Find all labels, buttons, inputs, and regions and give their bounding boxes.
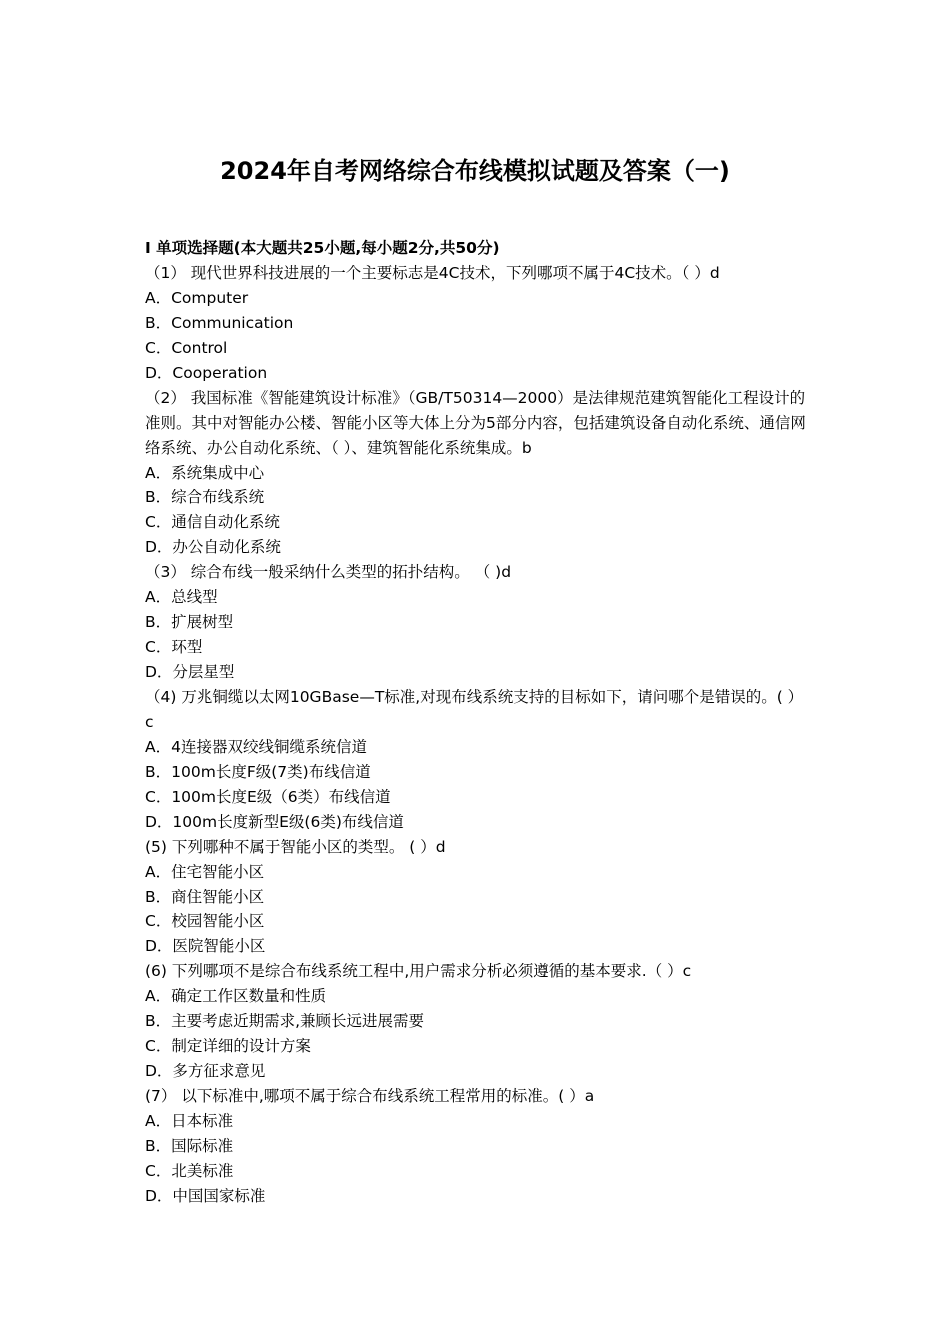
option-b: B．Communication xyxy=(145,313,294,332)
option-b: B．商住智能小区 xyxy=(145,887,265,906)
question-stem: （4) 万兆铜缆以太网10GBase—T标准,对现布线系统支持的目标如下，请问哪个是错误的。( ）c xyxy=(145,687,804,731)
option-a: A．总线型 xyxy=(145,588,218,607)
option-d: D．多方征求意见 xyxy=(145,1062,266,1081)
question-stem: （1） 现代世界科技进展的一个主要标志是4C技术，下列哪项不属于4C技术。（ ）d xyxy=(145,264,720,282)
question-stem: （2） 我国标准《智能建筑设计标准》（GB/T50314—2000）是法律规范建筑智能化工程设计的准则。其中对智能办公楼、智能小区等大体上分为5部分内容，包括建筑设备自动化系统、通信网络系统、办公自动化系统、（ ）、建筑智能化系统集成。b xyxy=(145,388,806,457)
question-4 xyxy=(145,685,810,835)
option-c: C．100m长度E级（6类）布线信道 xyxy=(145,787,391,806)
option-b: B．扩展树型 xyxy=(145,613,234,632)
question-5 xyxy=(145,835,810,960)
question-6 xyxy=(145,959,810,1084)
section-heading: Ⅰ 单项选择题(本大题共25小题,每小题2分,共50分) xyxy=(145,239,500,257)
option-d: D．100m长度新型E级(6类)布线信道 xyxy=(145,812,404,831)
option-a: A．系统集成中心 xyxy=(145,463,265,482)
option-a: A．日本标准 xyxy=(145,1111,234,1130)
option-d: D．Cooperation xyxy=(145,363,268,382)
option-c: C．校园智能小区 xyxy=(145,912,265,931)
question-stem: （3） 综合布线一般采纳什么类型的拓扑结构。 （ )d xyxy=(145,563,512,582)
question-stem: (5) 下列哪种不属于智能小区的类型。 ( ）d xyxy=(145,837,446,856)
option-b: B．100m长度F级(7类)布线信道 xyxy=(145,762,371,781)
option-b: B．综合布线系统 xyxy=(145,488,265,507)
document-body xyxy=(145,236,810,1209)
option-a: A．4连接器双绞线铜缆系统信道 xyxy=(145,737,367,756)
question-stem: (7） 以下标准中,哪项不属于综合布线系统工程常用的标准。( ）a xyxy=(145,1087,595,1106)
option-c: C．北美标准 xyxy=(145,1161,234,1180)
question-stem: (6) 下列哪项不是综合布线系统工程中,用户需求分析必须遵循的基本要求.（ ）c xyxy=(145,962,692,981)
option-c: C．Control xyxy=(145,338,228,357)
option-d: D．分层星型 xyxy=(145,663,235,682)
option-a: A．住宅智能小区 xyxy=(145,862,265,881)
question-2 xyxy=(145,386,810,561)
question-3 xyxy=(145,560,810,685)
question-7 xyxy=(145,1084,810,1209)
option-c: C．制定详细的设计方案 xyxy=(145,1037,311,1056)
option-a: A．Computer xyxy=(145,288,249,307)
document-title: 2024年自考网络综合布线模拟试题及答案（一) xyxy=(220,157,730,185)
option-b: B．主要考虑近期需求,兼顾长远进展需要 xyxy=(145,1012,425,1031)
option-d: D．中国国家标准 xyxy=(145,1186,266,1205)
option-c: C．环型 xyxy=(145,638,203,657)
option-d: D．医院智能小区 xyxy=(145,937,266,956)
option-a: A．确定工作区数量和性质 xyxy=(145,987,327,1006)
option-d: D．办公自动化系统 xyxy=(145,538,281,557)
question-1 xyxy=(145,261,810,386)
option-b: B．国际标准 xyxy=(145,1136,234,1155)
option-c: C．通信自动化系统 xyxy=(145,513,280,532)
